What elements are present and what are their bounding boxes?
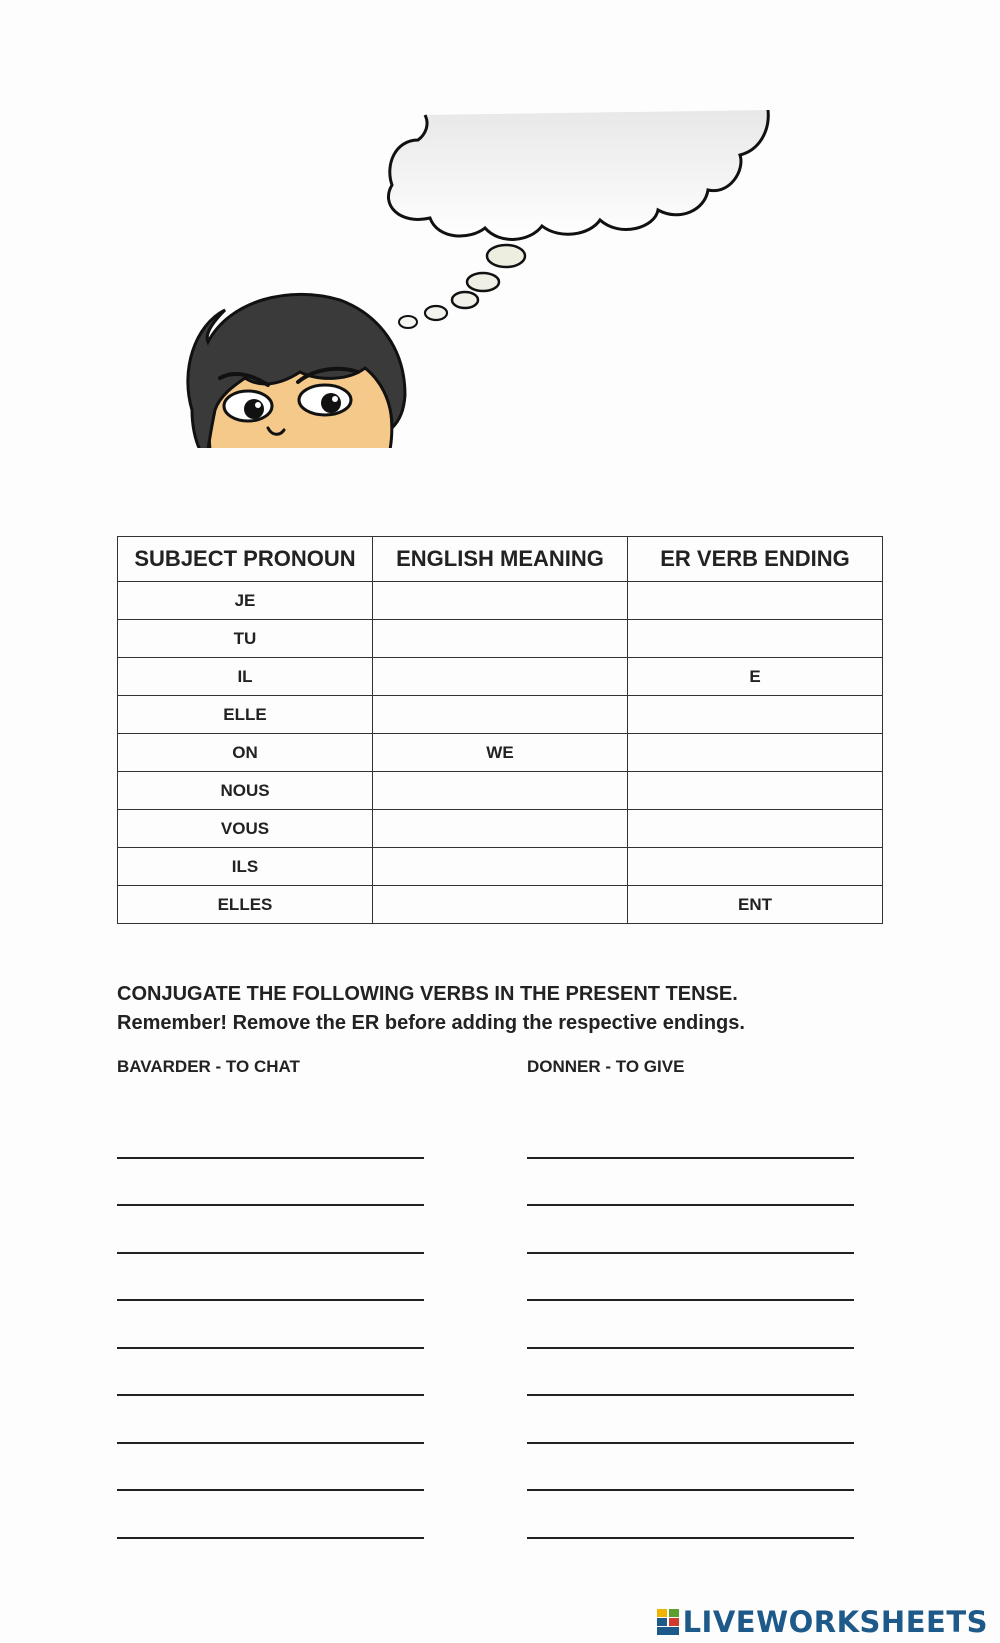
ending-cell[interactable] — [628, 772, 883, 810]
meaning-cell[interactable] — [373, 772, 628, 810]
verb-title-bavarder: BAVARDER - TO CHAT — [117, 1057, 300, 1076]
answer-line[interactable] — [117, 1159, 424, 1207]
answer-line[interactable] — [527, 1159, 854, 1207]
answer-line[interactable] — [117, 1491, 424, 1539]
header-er-verb-ending: ER VERB ENDING — [628, 537, 883, 582]
answer-line[interactable] — [527, 1111, 854, 1159]
header-english-meaning: ENGLISH MEANING — [373, 537, 628, 582]
table-row — [118, 734, 883, 772]
table-row — [118, 810, 883, 848]
answer-line[interactable] — [527, 1254, 854, 1302]
pronoun-cell: ILS — [118, 848, 373, 886]
answer-line[interactable] — [117, 1444, 424, 1492]
thought-dot-5 — [399, 316, 417, 328]
answer-line[interactable] — [527, 1206, 854, 1254]
meaning-cell[interactable] — [373, 620, 628, 658]
pronoun-cell: ON — [118, 734, 373, 772]
instructions-line-1: CONJUGATE THE FOLLOWING VERBS IN THE PRESENT TENSE. — [117, 983, 738, 1005]
thought-dot-1 — [487, 245, 525, 267]
pronoun-cell: IL — [118, 658, 373, 696]
liveworksheets-logo — [657, 1605, 988, 1639]
ending-cell[interactable] — [628, 848, 883, 886]
pronoun-cell: ELLE — [118, 696, 373, 734]
meaning-cell[interactable] — [373, 886, 628, 924]
ending-cell[interactable] — [628, 582, 883, 620]
header-subject-pronoun: SUBJECT PRONOUN — [118, 537, 373, 582]
pronoun-cell: JE — [118, 582, 373, 620]
donner-answer-lines — [527, 1111, 854, 1539]
verb-title-donner: DONNER - TO GIVE — [527, 1057, 685, 1076]
ending-cell: ENT — [628, 886, 883, 924]
meaning-cell[interactable] — [373, 810, 628, 848]
instructions-line-2: Remember! Remove the ER before adding the respective endings. — [117, 1012, 745, 1034]
answer-line[interactable] — [527, 1301, 854, 1349]
meaning-cell[interactable] — [373, 696, 628, 734]
table-row — [118, 848, 883, 886]
table-row — [118, 886, 883, 924]
answer-line[interactable] — [117, 1206, 424, 1254]
table-row — [118, 620, 883, 658]
meaning-cell[interactable] — [373, 582, 628, 620]
instructions — [117, 980, 917, 1038]
thinking-boy-illustration — [180, 110, 810, 460]
answer-line[interactable] — [527, 1491, 854, 1539]
table-row — [118, 582, 883, 620]
pronoun-cell: ELLES — [118, 886, 373, 924]
answer-line[interactable] — [117, 1254, 424, 1302]
pronoun-cell: VOUS — [118, 810, 373, 848]
ending-cell: E — [628, 658, 883, 696]
ending-cell[interactable] — [628, 620, 883, 658]
liveworksheets-wordmark: LIVEWORKSHEETS — [682, 1605, 988, 1639]
conjugation-table — [117, 536, 883, 924]
liveworksheets-icon — [657, 1609, 679, 1635]
thought-cloud — [388, 110, 768, 239]
meaning-cell[interactable] — [373, 658, 628, 696]
pronoun-cell: TU — [118, 620, 373, 658]
table-header-row — [118, 537, 883, 582]
meaning-cell[interactable] — [373, 848, 628, 886]
meaning-cell: WE — [373, 734, 628, 772]
thought-dot-3 — [452, 292, 478, 308]
thought-dot-4 — [425, 306, 447, 320]
bavarder-answer-lines — [117, 1111, 424, 1539]
answer-line[interactable] — [527, 1349, 854, 1397]
pronoun-cell: NOUS — [118, 772, 373, 810]
table-row — [118, 772, 883, 810]
ending-cell[interactable] — [628, 734, 883, 772]
answer-line[interactable] — [527, 1396, 854, 1444]
ending-cell[interactable] — [628, 810, 883, 848]
answer-line[interactable] — [117, 1349, 424, 1397]
answer-line[interactable] — [527, 1444, 854, 1492]
thought-dot-2 — [467, 273, 499, 291]
answer-line[interactable] — [117, 1301, 424, 1349]
answer-line[interactable] — [117, 1396, 424, 1444]
answer-line[interactable] — [117, 1111, 424, 1159]
table-row — [118, 696, 883, 734]
ending-cell[interactable] — [628, 696, 883, 734]
table-row — [118, 658, 883, 696]
